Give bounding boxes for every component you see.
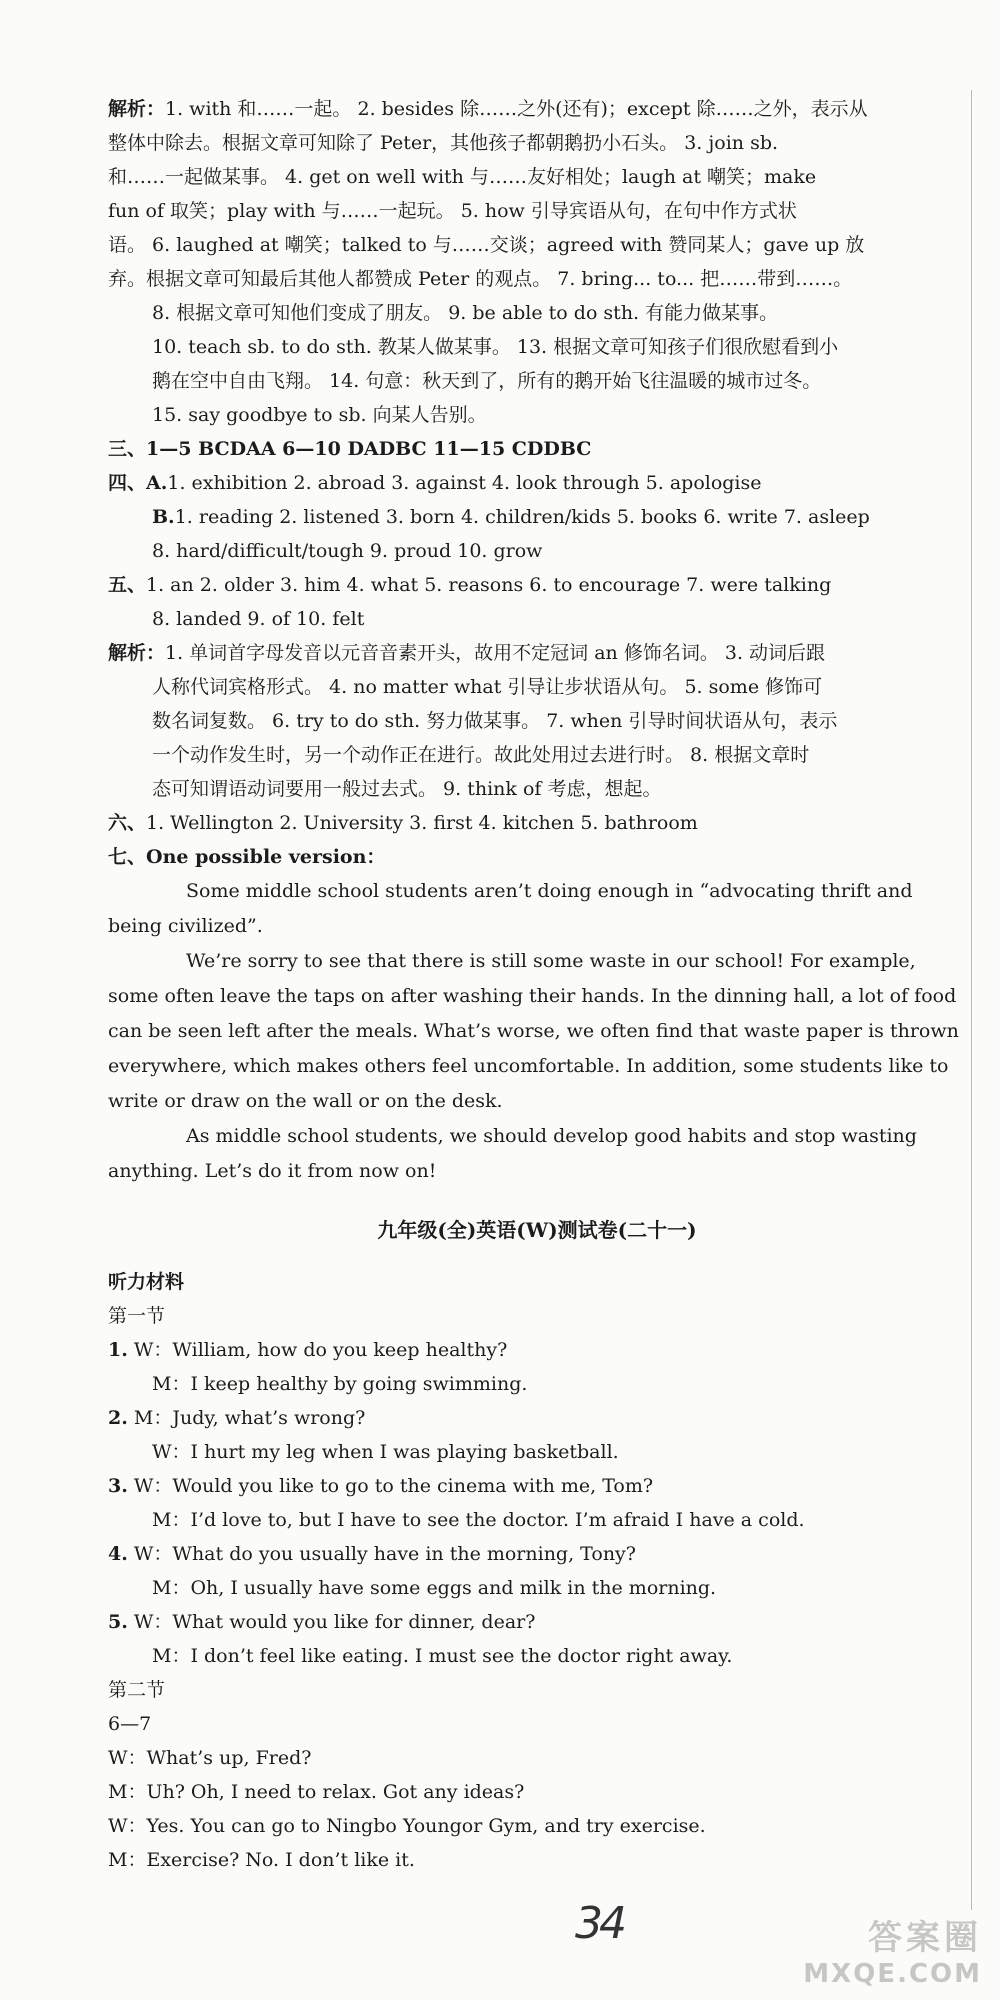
- dialogue-line: W：I hurt my leg when I was playing basketball.: [152, 1441, 619, 1463]
- analysis-line: 整体中除去。根据文章可知除了 Peter，其他孩子都朝鹅扔小石头。 3. join sb.: [108, 132, 779, 154]
- section-5-cont: 8. landed 9. of 10. felt: [152, 608, 365, 630]
- dialogue-line: M：I’d love to, but I have to see the doctor. I’m afraid I have a cold.: [152, 1509, 805, 1531]
- dialogue-line: 3. W：Would you like to go to the cinema with me, Tom?: [108, 1475, 654, 1497]
- listening-heading: 听力材料: [108, 1271, 185, 1293]
- analysis-line: fun of 取笑；play with 与……一起玩。 5. how 引导宾语从句，在句中作方式状: [108, 200, 797, 222]
- dialogue-line: M：Oh, I usually have some eggs and milk in the morning.: [152, 1577, 717, 1599]
- dialogue-line: W：What’s up, Fred?: [108, 1747, 312, 1769]
- essay-paragraph: We’re sorry to see that there is still some waste in our school! For example, some often leave the taps on after washing their hands. In the dinning hall, a lot of food can be seen left after the meals. What’s worse, we often find that waste paper is thrown everywhere, which makes others feel uncomfortable. In addition, some students like to write or draw on the wall or on the desk.: [108, 950, 959, 1112]
- section-4-b-label: B.: [152, 506, 175, 528]
- section-5: [108, 568, 966, 602]
- section-4-b-items: 1. reading 2. listened 3. born 4. children/kids 5. books 6. write 7. asleep: [174, 506, 870, 528]
- analysis-line: 人称代词宾格形式。 4. no matter what 引导让步状语从句。 5. some 修饰可: [152, 676, 823, 698]
- section-4-label: 四、: [108, 472, 147, 494]
- analysis-line: 1. 单词首字母发音以元音音素开头，故用不定冠词 an 修饰名词。 3. 动词后跟: [165, 642, 826, 664]
- page-number: 34: [575, 1898, 623, 1949]
- section-5-label: 五、: [108, 574, 147, 596]
- dialogue-line: 4. W：What do you usually have in the morning, Tony?: [108, 1543, 636, 1565]
- section-7-label: 七、: [108, 846, 147, 868]
- analysis-label: 解析：: [108, 98, 166, 120]
- section-6-label: 六、: [108, 812, 147, 834]
- section-4-a-label: A.: [146, 472, 168, 494]
- dialogue-number: 5.: [108, 1611, 128, 1633]
- page-edge-rule: [971, 90, 986, 1910]
- analysis-line: 语。 6. laughed at 嘲笑；talked to 与……交谈；agreed with 赞同某人；gave up 放: [108, 234, 865, 256]
- dialogue-line: M：Uh? Oh, I need to relax. Got any ideas?: [108, 1781, 525, 1803]
- watermark-top: 答案圈: [868, 1918, 982, 1958]
- section-4-b: [108, 500, 966, 534]
- dialogue-line: 5. W：What would you like for dinner, dear?: [108, 1611, 536, 1633]
- test-title: 九年级(全)英语(W)测试卷(二十一): [377, 1218, 697, 1242]
- analysis-label: 解析：: [108, 642, 166, 664]
- essay-paragraph: Some middle school students aren’t doing enough in “advocating thrift and being civilized”.: [108, 880, 913, 937]
- section-4-b-cont: 8. hard/difficult/tough 9. proud 10. grow: [152, 540, 543, 562]
- analysis-line: 鹅在空中自由飞翔。 14. 句意：秋天到了，所有的鹅开始飞往温暖的城市过冬。: [152, 370, 822, 392]
- analysis-block-2: [108, 636, 966, 806]
- dialogue-line: 2. M：Judy, what’s wrong?: [108, 1407, 366, 1429]
- part-2-range: 6—7: [108, 1713, 152, 1735]
- analysis-line: 15. say goodbye to sb. 向某人告别。: [152, 404, 487, 426]
- section-7-heading: One possible version：: [146, 846, 386, 868]
- watermark-bottom: MXQE.COM: [803, 1959, 982, 1989]
- section-6: [108, 806, 966, 840]
- analysis-line: 数名词复数。 6. try to do sth. 努力做某事。 7. when 引导时间状语从句，表示: [152, 710, 838, 732]
- section-4-a-items: 1. exhibition 2. abroad 3. against 4. look through 5. apologise: [167, 472, 762, 494]
- watermark-logo: [752, 1910, 982, 1990]
- dialogue-line: 1. W：William, how do you keep healthy?: [108, 1339, 508, 1361]
- section-3-label: 三、: [108, 438, 147, 460]
- dialogue-line: W：Yes. You can go to Ningbo Youngor Gym, and try exercise.: [108, 1815, 706, 1837]
- dialogue-number: 1.: [108, 1339, 128, 1361]
- dialogue-number: 3.: [108, 1475, 128, 1497]
- analysis-line: 和……一起做某事。 4. get on well with 与……友好相处；laugh at 嘲笑；make: [108, 166, 817, 188]
- section-5-items: 1. an 2. older 3. him 4. what 5. reasons 6. to encourage 7. were talking: [146, 574, 832, 596]
- part-2-label: 第二节: [108, 1679, 166, 1701]
- section-4-a: [108, 466, 966, 500]
- dialogue-list: [108, 1333, 966, 1673]
- analysis-block-1: [108, 92, 966, 432]
- dialogue-number: 2.: [108, 1407, 128, 1429]
- section-6-items: 1. Wellington 2. University 3. first 4. kitchen 5. bathroom: [146, 812, 698, 834]
- analysis-line: 8. 根据文章可知他们变成了朋友。 9. be able to do sth. 有能力做某事。: [152, 302, 779, 324]
- dialogue-line: M：I keep healthy by going swimming.: [152, 1373, 528, 1395]
- section-7: [108, 840, 966, 874]
- dialogue-number: 4.: [108, 1543, 128, 1565]
- section-3-text: 1—5 BCDAA 6—10 DADBC 11—15 CDDBC: [146, 438, 592, 460]
- part-1-label: 第一节: [108, 1305, 166, 1327]
- analysis-line: 1. with 和……一起。 2. besides 除……之外(还有)；except 除……之外，表示从: [165, 98, 868, 120]
- answer-page: [108, 92, 966, 1877]
- analysis-line: 弃。根据文章可知最后其他人都赞成 Peter 的观点。 7. bring... to... 把……带到……。: [108, 268, 853, 290]
- analysis-line: 态可知谓语动词要用一般过去式。 9. think of 考虑，想起。: [152, 778, 662, 800]
- dialogue-line: M：I don’t feel like eating. I must see the doctor right away.: [152, 1645, 733, 1667]
- analysis-line: 一个动作发生时，另一个动作正在进行。故此处用过去进行时。 8. 根据文章时: [152, 744, 810, 766]
- section-3-answers: [108, 432, 966, 466]
- essay-paragraph: As middle school students, we should develop good habits and stop wasting anything. Let’s do it from now on!: [108, 1125, 917, 1182]
- analysis-line: 10. teach sb. to do sth. 教某人做某事。 13. 根据文章可知孩子们很欣慰看到小: [152, 336, 839, 358]
- dialogue-line: M：Exercise? No. I don’t like it.: [108, 1849, 415, 1871]
